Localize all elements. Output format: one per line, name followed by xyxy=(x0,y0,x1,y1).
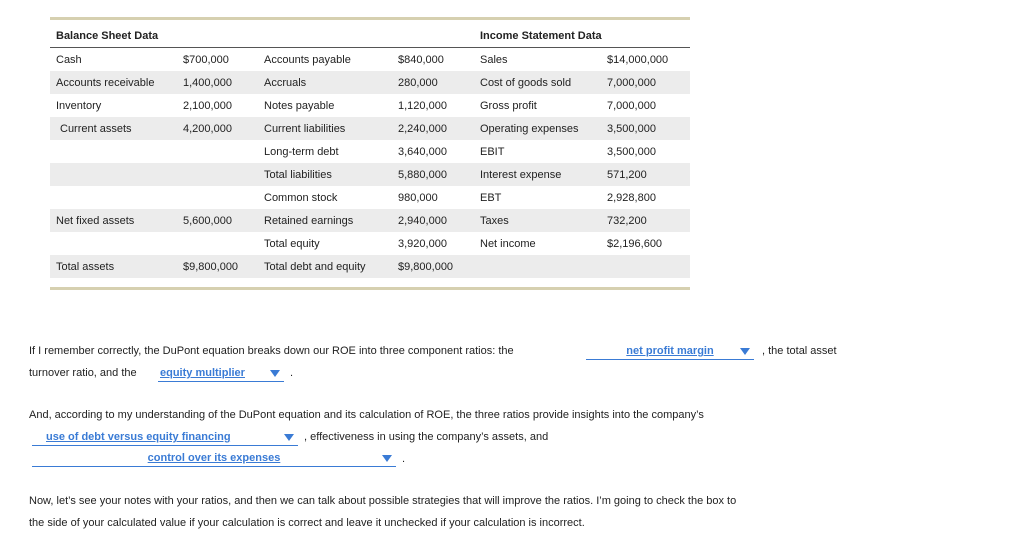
asset-label xyxy=(50,140,177,163)
liability-label: Total equity xyxy=(264,237,320,250)
income-label: Interest expense xyxy=(474,163,601,186)
asset-label: Total assets xyxy=(50,255,177,278)
liability-value: 5,880,000 xyxy=(392,163,474,186)
instructions-paragraph xyxy=(29,490,989,534)
table-row xyxy=(50,232,690,255)
income-value: 7,000,000 xyxy=(601,71,690,94)
asset-label: Cash xyxy=(56,53,82,66)
chevron-down-icon xyxy=(382,455,392,462)
asset-value xyxy=(177,163,258,186)
income-label: Operating expenses xyxy=(474,117,601,140)
chevron-down-icon xyxy=(270,370,280,377)
liability-value: 280,000 xyxy=(392,71,474,94)
asset-value: $700,000 xyxy=(183,53,229,66)
asset-label: Current assets xyxy=(50,117,177,140)
income-value: 732,200 xyxy=(601,209,690,232)
asset-value: 2,100,000 xyxy=(183,99,232,112)
table-row xyxy=(50,209,690,232)
p1-text-c: turnover ratio, and the xyxy=(29,367,137,379)
table-row xyxy=(50,163,690,186)
income-label xyxy=(474,255,601,278)
income-value: 3,500,000 xyxy=(607,145,656,158)
income-label: EBT xyxy=(480,191,502,204)
p2-text-b: , effectiveness in using the company’s assets, and xyxy=(304,431,549,443)
liability-label: Notes payable xyxy=(264,99,335,112)
table-bottom-rule xyxy=(50,287,690,290)
income-statement-header: Income Statement Data xyxy=(474,25,690,48)
header-spacer xyxy=(258,25,474,48)
p2-text-c-wrap xyxy=(402,448,405,470)
liability-value: 2,940,000 xyxy=(392,209,474,232)
table-top-rule xyxy=(50,17,690,20)
liability-label: Retained earnings xyxy=(258,209,392,232)
instructions-line-1: Now, let’s see your notes with your ratios, and then we can talk about possible strategies that will improve the ratios. I’m going to check the box to xyxy=(29,495,737,507)
chevron-down-icon xyxy=(284,434,294,441)
table-row xyxy=(50,255,690,278)
asset-label xyxy=(50,232,177,255)
asset-value: $9,800,000 xyxy=(177,255,258,278)
p2-text-c: . xyxy=(402,453,406,465)
liability-value: 2,240,000 xyxy=(392,117,474,140)
income-value: 7,000,000 xyxy=(607,99,656,112)
liability-label: Accounts payable xyxy=(264,53,351,66)
table-row xyxy=(50,71,690,94)
asset-label: Inventory xyxy=(56,99,102,112)
asset-value: 4,200,000 xyxy=(177,117,258,140)
liability-value: $9,800,000 xyxy=(392,255,474,278)
liability-label: Accruals xyxy=(258,71,392,94)
p2-text-a: And, according to my understanding of the DuPont equation and its calculation of ROE, the three ratios provide insights into the company’s xyxy=(29,409,704,421)
dropdown-4-value: control over its expenses xyxy=(147,452,281,464)
table-row xyxy=(50,117,690,140)
instructions-line-2: the side of your calculated value if your calculation is correct and leave it unchecked if your calculation is incorrect. xyxy=(29,517,585,529)
p1-line-2 xyxy=(29,362,137,384)
dropdown-1-value: net profit margin xyxy=(626,345,714,357)
expense-control-dropdown[interactable] xyxy=(32,450,396,467)
income-label: Gross profit xyxy=(480,99,537,112)
liability-label: Common stock xyxy=(264,191,338,204)
table-row xyxy=(50,48,690,72)
chevron-down-icon xyxy=(740,348,750,355)
p1-text-b-wrap xyxy=(762,340,837,362)
p1-text-d: . xyxy=(290,367,294,379)
equity-multiplier-dropdown[interactable] xyxy=(158,365,284,382)
table-row xyxy=(50,186,690,209)
debt-equity-financing-dropdown[interactable] xyxy=(32,429,298,446)
asset-label xyxy=(50,186,177,209)
income-value: $2,196,600 xyxy=(607,237,663,250)
liability-label: Total debt and equity xyxy=(258,255,392,278)
financial-data-table xyxy=(50,25,690,278)
income-label: Cost of goods sold xyxy=(474,71,601,94)
balance-sheet-header: Balance Sheet Data xyxy=(50,25,258,48)
liability-value: 3,920,000 xyxy=(398,237,447,250)
p1-text-d-wrap xyxy=(290,362,293,384)
income-value: 3,500,000 xyxy=(601,117,690,140)
net-profit-margin-dropdown[interactable] xyxy=(586,343,754,360)
liability-value: 3,640,000 xyxy=(398,145,447,158)
table-row xyxy=(50,140,690,163)
liability-label: Long-term debt xyxy=(264,145,339,158)
liability-value: 980,000 xyxy=(398,191,438,204)
dropdown-2-value: equity multiplier xyxy=(160,367,245,379)
income-value: $14,000,000 xyxy=(607,53,669,66)
income-label: EBIT xyxy=(480,145,505,158)
asset-value: 1,400,000 xyxy=(177,71,258,94)
asset-value xyxy=(177,232,258,255)
asset-value xyxy=(177,186,258,209)
liability-value: $840,000 xyxy=(398,53,444,66)
table-header-row xyxy=(50,25,690,48)
asset-label: Accounts receivable xyxy=(50,71,177,94)
dupont-paragraph-2 xyxy=(29,404,929,426)
income-label: Sales xyxy=(480,53,508,66)
table-row xyxy=(50,94,690,117)
liability-value: 1,120,000 xyxy=(398,99,447,112)
liability-label: Total liabilities xyxy=(258,163,392,186)
income-label: Net income xyxy=(480,237,536,250)
p1-text-b: , the total asset xyxy=(762,345,837,357)
liability-label: Current liabilities xyxy=(258,117,392,140)
income-value: 571,200 xyxy=(601,163,690,186)
dropdown-3-value: use of debt versus equity financing xyxy=(46,431,231,443)
income-value xyxy=(601,255,690,278)
asset-value xyxy=(177,140,258,163)
asset-label xyxy=(50,163,177,186)
income-label: Taxes xyxy=(474,209,601,232)
p1-text-a: If I remember correctly, the DuPont equation breaks down our ROE into three component ratios: the xyxy=(29,345,514,357)
p2-text-b-wrap xyxy=(304,426,548,448)
asset-label: Net fixed assets xyxy=(50,209,177,232)
asset-value: 5,600,000 xyxy=(177,209,258,232)
income-value: 2,928,800 xyxy=(607,191,656,204)
